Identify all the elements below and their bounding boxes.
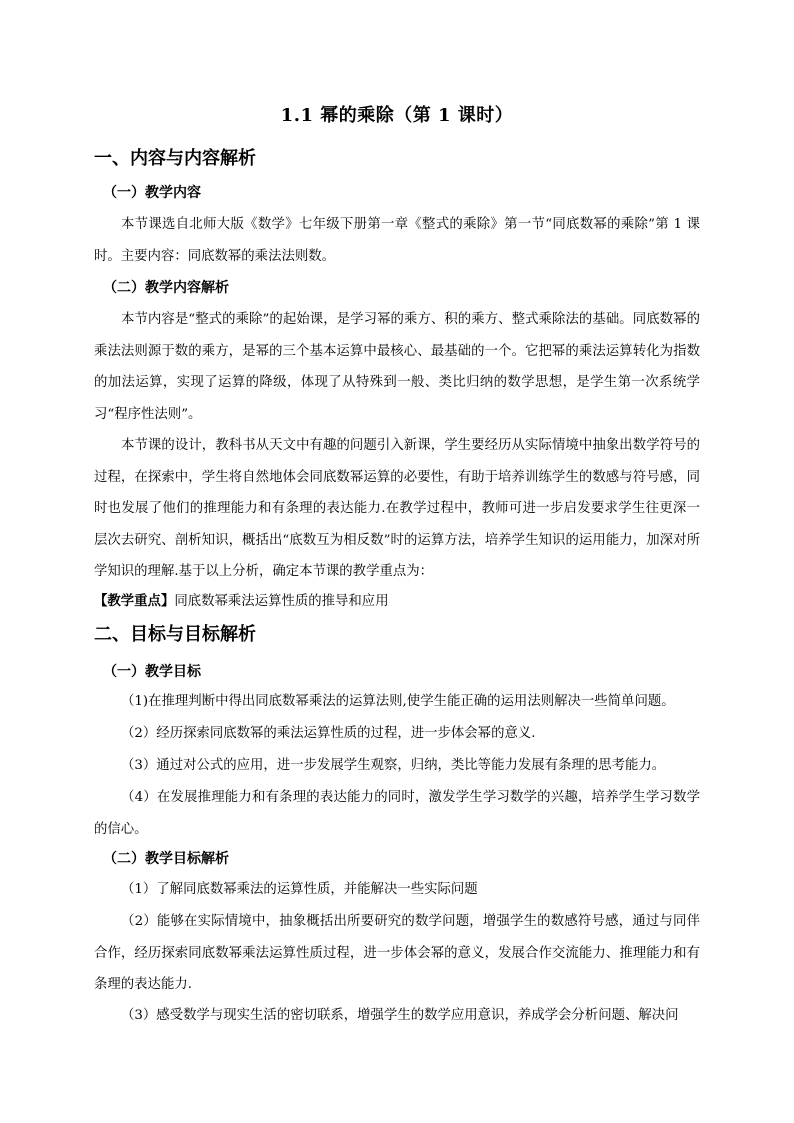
key-point-label: 【教学重点】 — [94, 593, 175, 609]
section-heading-goals: 二、目标与目标解析 — [94, 624, 256, 645]
subheading-teaching-content: （一）教学内容 — [103, 185, 201, 201]
key-point-text: 同底数幂乘法运算性质的推导和应用 — [174, 594, 389, 609]
content-analysis-paragraph-2: 本节课的设计，教科书从天文中有趣的问题引入新课，学生要经历从实际情境中抽象出数学符号的过程，在探索中，学生将自然地体会同底数幂运算的必要性，有助于培养训练学生的数感与符号感，同时也发展了他们的推理能力和有条理的表达能力.在教学过程中，教师可进一步启发要求学生往更深一层次去研究、剖析知识，概括出“底数互为相反数”时的运算方法，培养学生知识的运用能力，加深对所学知识的理解.基于以上分析，确定本节课的教学重点为： — [94, 438, 700, 579]
teaching-content-paragraph: 本节课选自北师大版《数学》七年级下册第一章《整式的乘除》第一节“同底数幂的乘除”第 1 课时。主要内容：同底数幂的乘法法则数。 — [94, 217, 700, 264]
goal-item-1: （1)在推理判断中得出同底数幂乘法的运算法则,使学生能正确的运用法则解决一些简单问题。 — [121, 694, 675, 709]
subheading-teaching-goals: （一）教学目标 — [103, 664, 201, 680]
goal-item-3: （3）通过对公式的应用，进一步发展学生观察，归纳，类比等能力发展有条理的思考能力。 — [121, 758, 666, 773]
key-point-line — [94, 591, 700, 612]
goal-analysis-item-2: （2）能够在实际情境中，抽象概括出所要研究的数学问题，增强学生的数感符号感，通过与同伴合作，经历探索同底数幂乘法运算性质过程，进一步体会幂的意义，发展合作交流能力、推理能力和有条理的表达能力. — [94, 914, 700, 992]
document-title: 1.1 幂的乘除（第 1 课时） — [280, 105, 514, 126]
goal-analysis-item-1: （1）了解同底数幂乘法的运算性质，并能解决一些实际问题 — [121, 882, 478, 897]
subheading-goal-analysis: （二）教学目标解析 — [103, 851, 229, 867]
section-heading-content-analysis: 一、内容与内容解析 — [94, 148, 256, 169]
goal-item-4: （4）在发展推理能力和有条理的表达能力的同时，激发学生学习数学的兴趣，培养学生学习数学的信心。 — [94, 790, 700, 837]
subheading-content-analysis: （二）教学内容解析 — [103, 280, 229, 296]
content-analysis-paragraph-1: 本节内容是“整式的乘除”的起始课，是学习幂的乘方、积的乘方、整式乘除法的基础。同底数幂的乘法法则源于数的乘方，是幂的三个基本运算中最核心、最基础的一个。它把幂的乘法运算转化为指数的加法运算，实现了运算的降级，体现了从特殊到一般、类比归纳的数学思想，是学生第一次系统学习“程序性法则”。 — [94, 312, 700, 422]
goal-item-2: （2）经历探索同底数幂的乘法运算性质的过程，进一步体会幂的意义. — [121, 726, 536, 741]
goal-analysis-item-3: （3）感受数学与现实生活的密切联系，增强学生的数学应用意识，养成学会分析问题、解决问 — [121, 1008, 679, 1023]
